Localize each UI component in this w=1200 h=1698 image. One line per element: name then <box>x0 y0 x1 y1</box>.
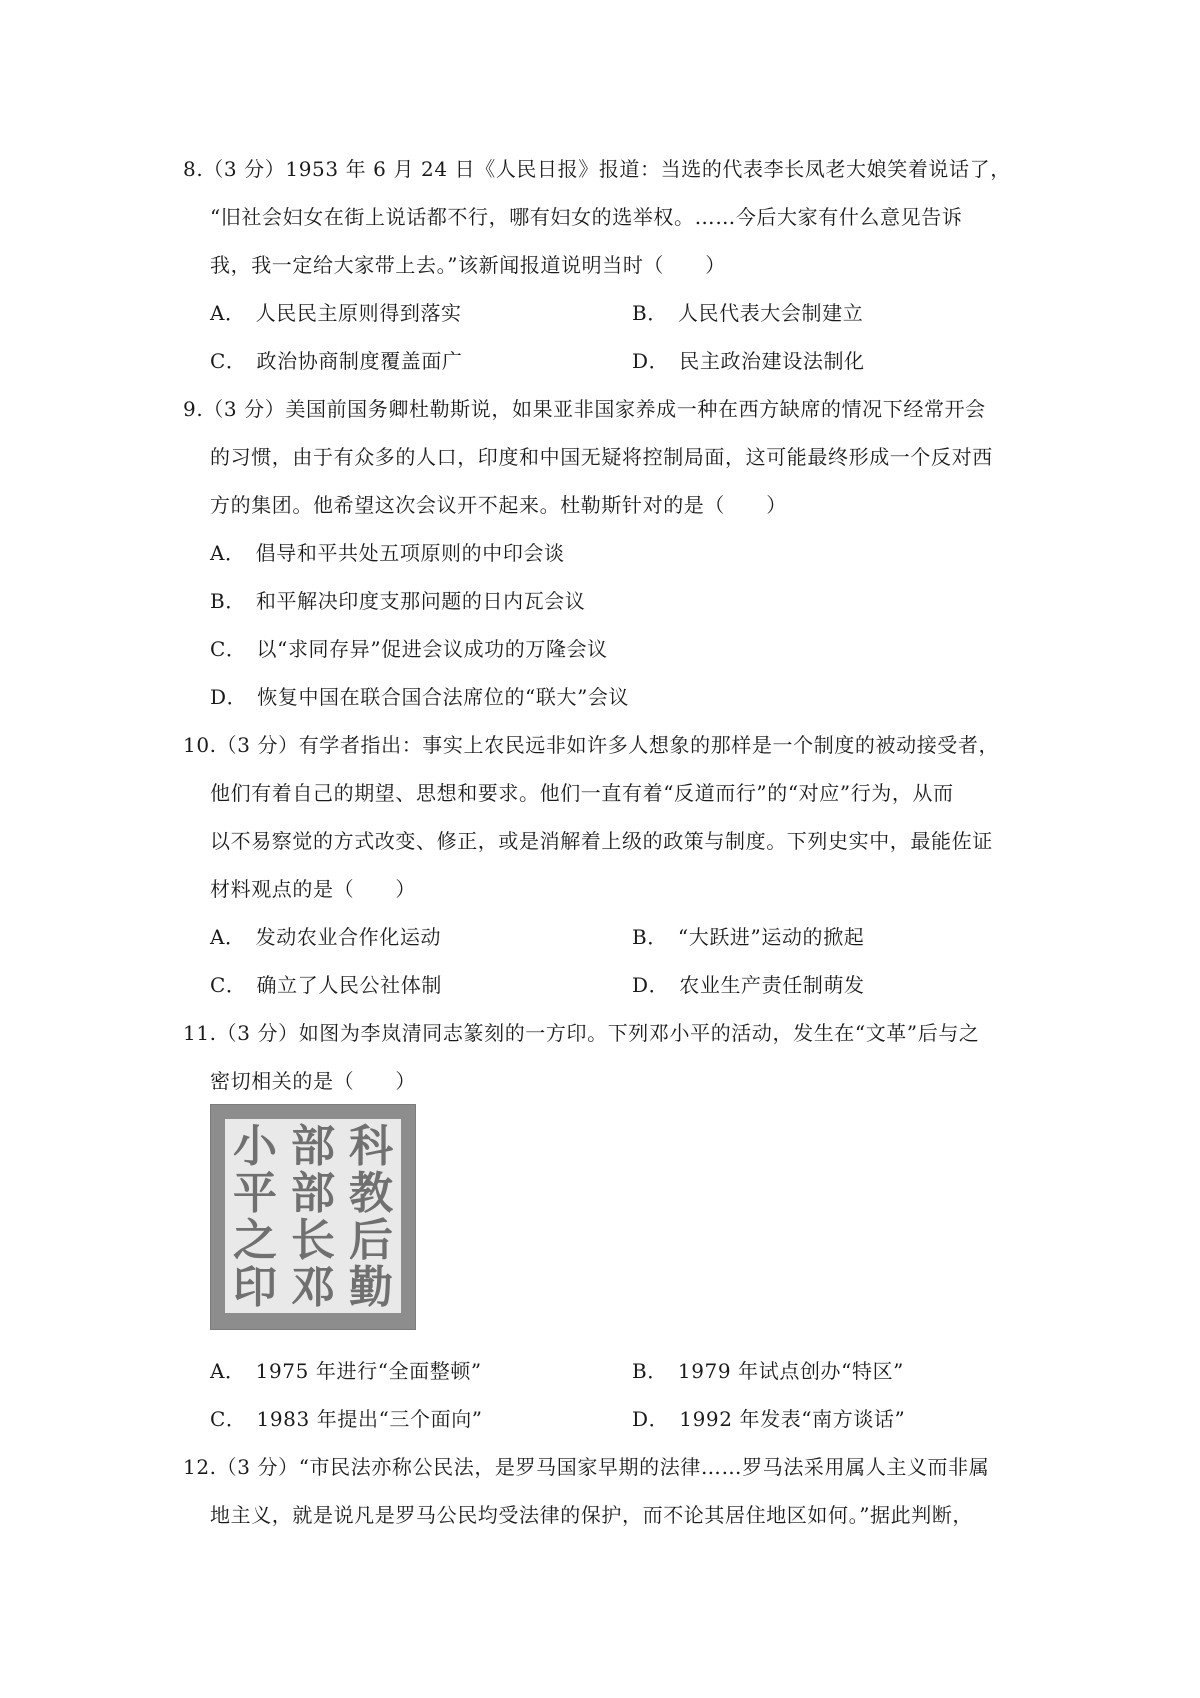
option-text: 确立了人民公社体制 <box>256 973 442 997</box>
option-letter: D． <box>632 973 670 997</box>
option-letter: A． <box>210 301 246 325</box>
q11-option-c <box>210 1405 483 1433</box>
q11-option-b <box>632 1357 904 1385</box>
q8-stem-line-1: 8.（3 分）1953 年 6 月 24 日《人民日报》报道：当选的代表李长凤老大娘笑着说话了， <box>183 157 1011 181</box>
seal-character: 长 <box>291 1215 335 1266</box>
seal-column-middle <box>285 1123 341 1311</box>
seal-character: 小 <box>233 1121 277 1172</box>
seal-character: 部 <box>291 1121 335 1172</box>
option-text: 1975 年进行“全面整顿” <box>255 1359 482 1383</box>
q9-stem-line-2: 的习惯，由于有众多的人口，印度和中国无疑将控制局面，这可能最终形成一个反对西 <box>210 445 993 469</box>
option-text: 1983 年提出“三个面向” <box>256 1407 483 1431</box>
seal-character: 教 <box>349 1168 393 1219</box>
option-text: 民主政治建设法制化 <box>679 349 865 373</box>
option-text: 1992 年发表“南方谈话” <box>679 1407 906 1431</box>
option-text: 人民代表大会制建立 <box>677 301 864 325</box>
option-text: 政治协商制度覆盖面广 <box>256 349 463 373</box>
q10-stem-line-3: 以不易察觉的方式改变、修正，或是消解着上级的政策与制度。下列史实中，最能佐证 <box>210 829 993 853</box>
q8-option-d <box>632 347 865 375</box>
q9-option-d <box>210 683 629 711</box>
q10-stem-line-1: 10.（3 分）有学者指出：事实上农民远非如许多人想象的那样是一个制度的被动接受者， <box>183 733 1000 757</box>
option-text: 人民民主原则得到落实 <box>255 301 462 325</box>
option-text: 和平解决印度支那问题的日内瓦会议 <box>255 589 586 613</box>
option-letter: C． <box>210 637 247 661</box>
q11-stem-line-2: 密切相关的是（ ） <box>210 1069 416 1093</box>
q9-option-b <box>210 587 586 615</box>
option-text: 恢复中国在联合国合法席位的“联大”会议 <box>257 685 630 709</box>
option-letter: A． <box>210 925 246 949</box>
option-letter: C． <box>210 973 247 997</box>
option-letter: A． <box>210 541 246 565</box>
option-letter: D． <box>632 349 670 373</box>
option-letter: B． <box>632 925 668 949</box>
q9-option-c <box>210 635 608 663</box>
q10-stem-line-2: 他们有着自己的期望、思想和要求。他们一直有着“反道而行”的“对应”行为，从而 <box>210 781 954 805</box>
q8-stem-line-3: 我，我一定给大家带上去。”该新闻报道说明当时（ ） <box>210 253 726 277</box>
option-letter: B． <box>632 1359 668 1383</box>
q8-option-c <box>210 347 463 375</box>
q11-option-a <box>210 1357 482 1385</box>
q9-stem-line-1: 9.（3 分）美国前国务卿杜勒斯说，如果亚非国家养成一种在西方缺席的情况下经常开会 <box>183 397 986 421</box>
q10-option-c <box>210 971 442 999</box>
option-text: 发动农业合作化运动 <box>255 925 442 949</box>
option-letter: B． <box>210 589 246 613</box>
q10-option-b <box>632 923 864 951</box>
q8-option-b <box>632 299 863 327</box>
seal-image <box>210 1104 416 1330</box>
option-letter: D． <box>210 685 248 709</box>
option-letter: C． <box>210 349 247 373</box>
q12-stem-line-1: 12.（3 分）“市民法亦称公民法，是罗马国家早期的法律……罗马法采用属人主义而非属 <box>183 1455 990 1479</box>
seal-character: 邓 <box>291 1262 335 1313</box>
option-text: 1979 年试点创办“特区” <box>677 1359 905 1383</box>
q11-stem-line-1: 11.（3 分）如图为李岚清同志篆刻的一方印。下列邓小平的活动，发生在“文革”后与之 <box>183 1021 980 1045</box>
seal-character: 平 <box>233 1168 277 1219</box>
seal-character: 后 <box>349 1215 393 1266</box>
q10-stem-line-4: 材料观点的是（ ） <box>210 877 416 901</box>
seal-character: 部 <box>291 1168 335 1219</box>
seal-face <box>225 1119 401 1313</box>
q9-option-a <box>210 539 565 567</box>
q11-option-d <box>632 1405 905 1433</box>
option-letter: A． <box>210 1359 246 1383</box>
q12-stem-line-2: 地主义，就是说凡是罗马公民均受法律的保护，而不论其居住地区如何。”据此判断， <box>210 1503 974 1527</box>
seal-character: 之 <box>233 1215 277 1266</box>
option-text: 以“求同存异”促进会议成功的万隆会议 <box>256 637 608 661</box>
q8-option-a <box>210 299 462 327</box>
option-letter: B． <box>632 301 668 325</box>
seal-character: 印 <box>233 1262 277 1313</box>
seal-column-right <box>343 1123 399 1311</box>
option-letter: D． <box>632 1407 670 1431</box>
option-letter: C． <box>210 1407 247 1431</box>
q9-stem-line-3: 方的集团。他希望这次会议开不起来。杜勒斯针对的是（ ） <box>210 493 787 517</box>
option-text: “大跃进”运动的掀起 <box>677 925 865 949</box>
option-text: 农业生产责任制萌发 <box>679 973 865 997</box>
seal-character: 科 <box>349 1121 393 1172</box>
q8-stem-line-2: “旧社会妇女在街上说话都不行，哪有妇女的选举权。……今后大家有什么意见告诉 <box>210 205 963 229</box>
seal-character: 勤 <box>349 1262 393 1313</box>
q10-option-d <box>632 971 865 999</box>
option-text: 倡导和平共处五项原则的中印会谈 <box>255 541 565 565</box>
q10-option-a <box>210 923 441 951</box>
seal-column-left <box>227 1123 283 1311</box>
